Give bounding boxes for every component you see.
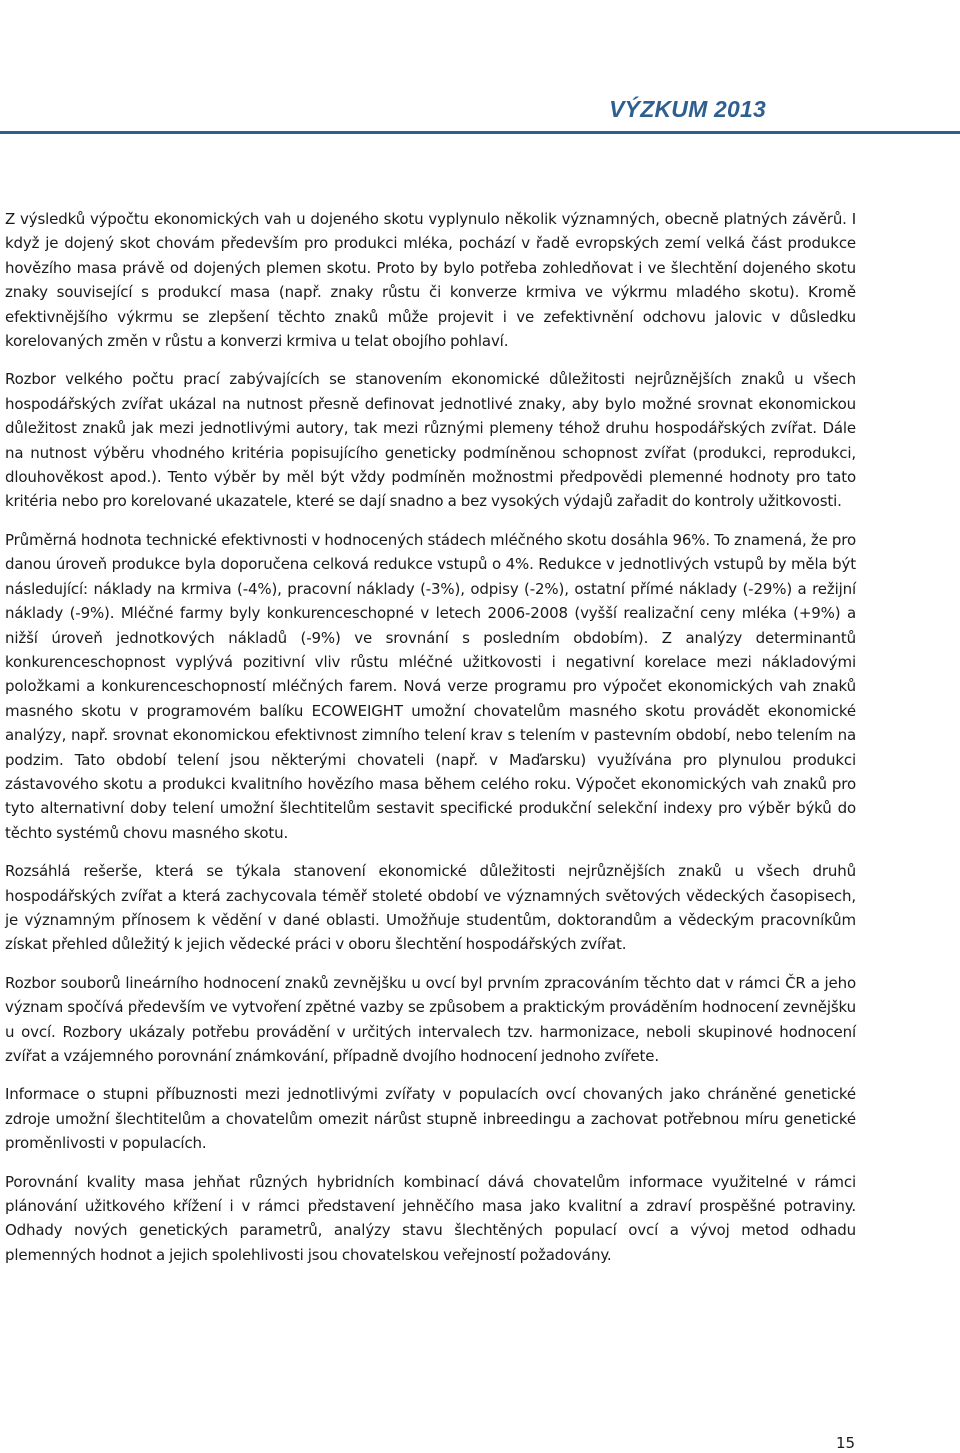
paragraph-5: Rozbor souborů lineárního hodnocení znaků zevnějšku u ovcí byl prvním zpracováním těchto dat v rámci ČR a jeho význam spočívá především ve vytvoření zpětné vazby se způsobem a praktickým prováděním hodnocení zevnějšku u ovcí. Rozbory ukázaly potřebu provádění v určitých intervalech tzv. harmonizace, neboli skupinové hodnocení zvířat a vzájemného porovnání známkování, případně dvojího hodnocení jednoho zvířete. [5,973,856,1065]
paragraph-3: Průměrná hodnota technické efektivnosti v hodnocených stádech mléčného skotu dosáhla 96%. To znamená, že pro danou úroveň produkce byla doporučena celková redukce vstupů o 4%. Redukce v jednotlivých vstupů by měla být následující: náklady na krmiva (-4%), pracovní náklady (-3%), odpisy (-2%), ostatní přímé náklady (-29%) a režijní náklady (-9%). Mléčné farmy byly konkurenceschopné v letech 2006-2008 (vyšší realizační ceny mléka (+9%) a nižší úroveň jednotkových nákladů (-9%) ve srovnání s posledním obdobím). Z analýzy determinantů konkurenceschopnost vyplývá pozitivní vliv růstu mléčné užitkovosti i negativní korelace mezi nákladovými položkami a konkurenceschopností mléčných farem. Nová verze programu pro výpočet ekonomických vah znaků masného skotu v programovém balíku ECOWEIGHT umožní chovatelům masného skotu provádět ekonomické analýzy, např. srovnat ekonomickou efektivnost zimního telení krav s telením v pastevním období, nebo telením na podzim. Tato období telení jsou některými chovateli (např. v Maďarsku) využívána pro plynulou produkci zástavového skotu a produkci kvalitního hovězího masa během celého roku. Výpočet ekonomických vah znaků pro tyto alternativní doby telení umožní šlechtitelům sestavit specifické produkční selekční indexy pro výběr býků do těchto systémů chovu masného skotu. [5,530,856,842]
document-body [5,207,856,1281]
paragraph-7: Porovnání kvality masa jehňat různých hybridních kombinací dává chovatelům informace využitelné v rámci plánování užitkového křížení i v rámci představení jehněčího masa jako kvalitní a zdraví prospěšné potraviny. Odhady nových genetických parametrů, analýzy stavu šlechtěných populací ovcí a vývoj metod odhadu plemenných hodnot a jejich spolehlivosti jsou chovatelskou veřejností požadovány. [5,1172,856,1264]
paragraph-4: Rozsáhlá rešerše, která se týkala stanovení ekonomické důležitosti nejrůznějších znaků u všech druhů hospodářských zvířat a která zachycovala téměř stoleté období ve významných světových vědeckých časopisech, je významným přínosem k vědění v dané oblasti. Umožňuje studentům, doktorandům a vědeckým pracovníkům získat přehled důležitý k jejich vědecké práci v oboru šlechtění hospodářských zvířat. [5,862,856,954]
header-title: VÝZKUM 2013 [609,96,766,122]
page-number: 15 [836,1434,856,1452]
paragraph-2: Rozbor velkého počtu prací zabývajících se stanovením ekonomické důležitosti nejrůznějších znaků u všech hospodářských zvířat ukázal na nutnost přesně definovat jednotlivé znaky, aby bylo možné srovnat ekonomickou důležitost znaků jak mezi jednotlivými autory, tak mezi různými plemeny téhož druhu hospodářských zvířat. Dále na nutnost výběru vhodného kritéria popisujícího geneticky podmíněnou schopnost zvířat (produkci, reprodukci, dlouhověkost apod.). Tento výběr by měl být vždy podmíněn možnostmi předpovědi plemenné hodnoty pro tato kritéria nebo pro korelované ukazatele, které se dají snadno a bez vysokých výdajů zařadit do kontroly užitkovosti. [5,370,856,511]
paragraph-1: Z výsledků výpočtu ekonomických vah u dojeného skotu vyplynulo několik významných, obecně platných závěrů. I když je dojený skot chovám především pro produkci mléka, pochází v řadě evropských zemí velká část produkce hovězího masa právě od dojených plemen skotu. Proto by bylo potřeba zohledňovat i ve šlechtění dojeného skotu znaky související s produkcí masa (např. znaky růstu či konverze krmiva ve výkrmu mladého skotu). Kromě efektivnějšího výkrmu se zlepšení těchto znaků může projevit i ve zefektivnění odchovu jalovic v důsledku korelovaných změn v růstu a konverzi krmiva u telat obojího pohlaví. [5,210,856,351]
paragraph-6: Informace o stupni příbuznosti mezi jednotlivými zvířaty v populacích ovcí chovaných jako chráněné genetické zdroje umožní šlechtitelům a chovatelům omezit nárůst stupně inbreedingu a zachovat potřebnou míru genetické proměnlivosti v populacích. [5,1085,856,1153]
header-rule [0,131,960,134]
